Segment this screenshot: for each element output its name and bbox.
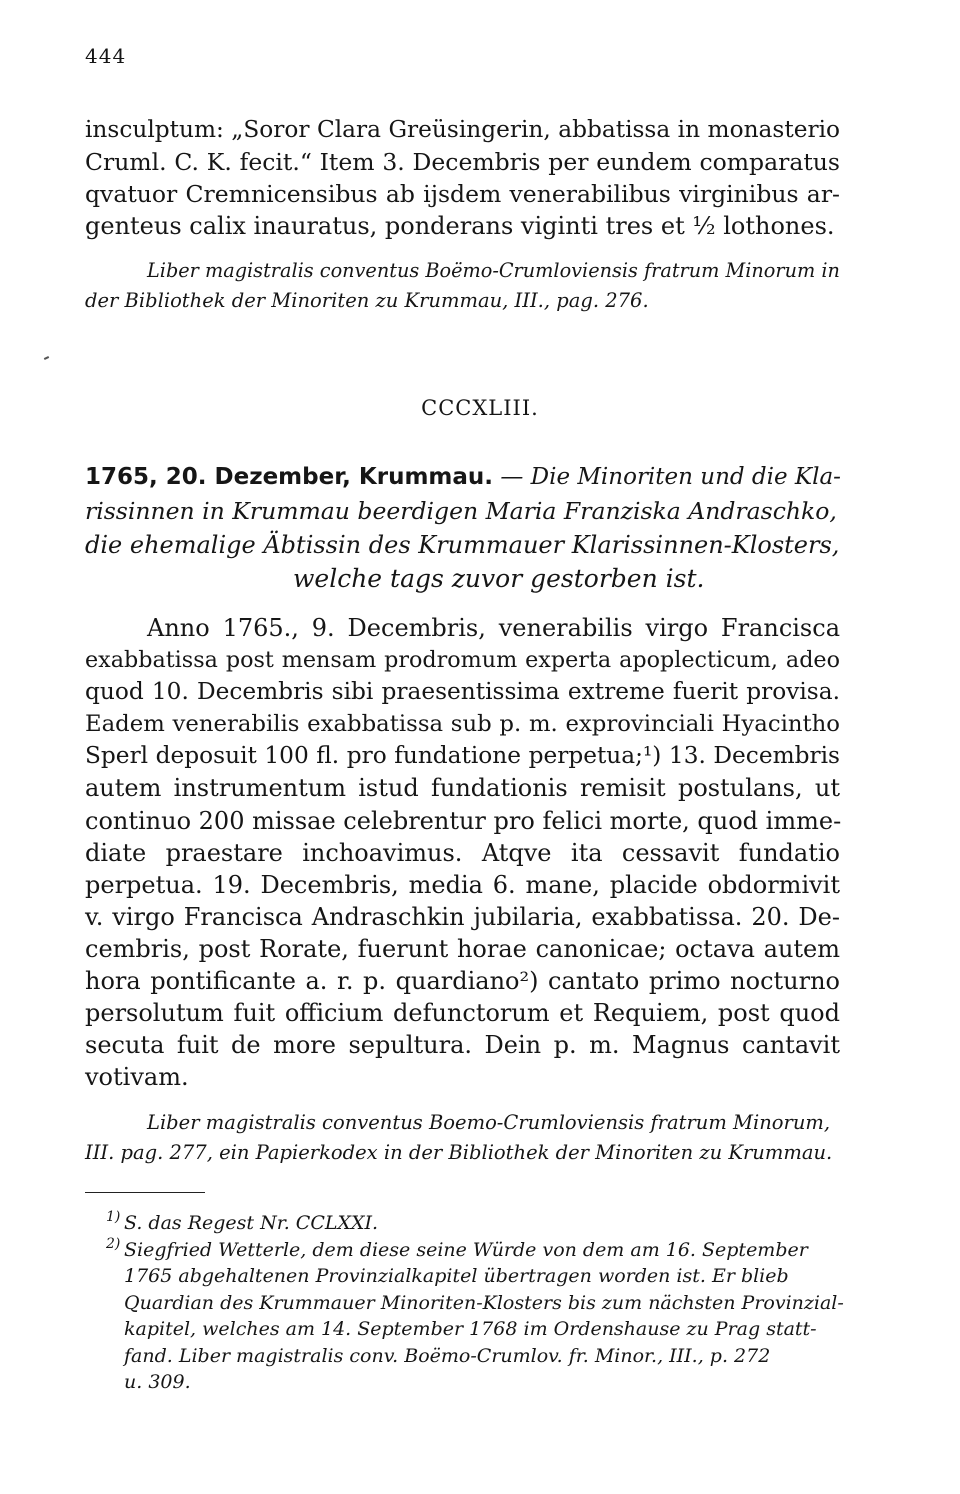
footnote-line: fand. Liber magistralis conv. Boëmo-Crumlov. fr. Minor., III., p. 272 <box>124 1344 771 1367</box>
text-line: persolutum fuit officium defunctorum et Requiem, post quod <box>85 999 840 1028</box>
text-line: cembris, post Rorate, fuerunt horae canonicae; octava autem <box>85 934 840 963</box>
text-line: quod 10. Decembris sibi praesentissima extreme fuerit provisa. <box>85 678 840 706</box>
text-line: Eadem venerabilis exabbatissa sub p. m. exprovinciali Hyacintho <box>85 711 840 738</box>
title-line: die ehemalige Äbtissin des Krummauer Klarissinnen-Klosters, <box>85 531 840 559</box>
citation-line: Liber magistralis conventus Boemo-Crumloviensis fratrum Minorum, <box>147 1111 831 1134</box>
title-line: rissinnen in Krummau beerdigen Maria Franziska Andraschko, <box>85 497 837 525</box>
text-line: Anno 1765., 9. Decembris, venerabilis virgo Francisca <box>147 614 840 642</box>
citation-line: III. pag. 277, ein Papierkodex in der Bibliothek der Minoriten zu Krummau. <box>85 1141 833 1164</box>
footnote-line: kapitel, welches am 14. September 1768 im Ordenshause zu Prag statt- <box>124 1318 817 1340</box>
text-line: v. virgo Francisca Andraschkin jubilaria, exabbatissa. 20. De- <box>85 902 840 931</box>
title-date-place: 1765, 20. Dezember, Krummau. <box>85 464 494 490</box>
footnote-2 <box>106 1235 844 1396</box>
intro-paragraph <box>85 114 840 242</box>
text-line: Sperl deposuit 100 fl. pro fundatione perpetua;¹) 13. Decembris <box>85 742 840 770</box>
footnotes <box>106 1209 844 1396</box>
text-line: votivam. <box>85 1063 189 1092</box>
footnote-1 <box>108 1210 840 1237</box>
text-line: perpetua. 19. Decembris, media 6. mane, placide obdormivit <box>85 870 840 899</box>
footnote-line: 1765 abgehaltenen Provinzialkapitel übertragen worden ist. Er blieb <box>124 1265 789 1287</box>
text-line: qvatuor Cremnicensibus ab ijsdem venerabilibus virginibus ar- <box>85 180 840 208</box>
footnote-marker: 2) <box>106 1235 121 1252</box>
source-citation-2 <box>85 1108 840 1168</box>
footnote-line: S. das Regest Nr. CCLXXI. <box>124 1212 379 1234</box>
text-line: diate praestare inchoavimus. Atqve ita cessavit fundatio <box>85 838 840 867</box>
footnote-line: u. 309. <box>124 1371 191 1393</box>
citation-line: der Bibliothek der Minoriten zu Krummau, III., pag. 276. <box>85 289 649 312</box>
source-citation-1 <box>85 256 840 316</box>
citation-line: Liber magistralis conventus Boëmo-Crumloviensis fratrum Minorum in <box>147 259 840 282</box>
page-number: 444 <box>85 44 127 68</box>
document-number-heading: CCCXLIII. <box>421 396 539 420</box>
footnote-divider <box>85 1192 205 1193</box>
text-line: insculptum: „Soror Clara Greüsingerin, abbatissa in monasterio <box>85 116 840 143</box>
footnote-line: Siegfried Wetterle, dem diese seine Würde von dem am 16. September <box>124 1238 808 1261</box>
title-line <box>85 460 840 494</box>
text-line: continuo 200 missae celebrentur pro felici morte, quod imme- <box>85 806 842 835</box>
title-text: — Die Minoriten und die Kla- <box>493 464 841 490</box>
text-line: exabbatissa post mensam prodromum experta apoplecticum, adeo <box>85 647 840 674</box>
main-paragraph <box>85 612 840 1093</box>
print-mark <box>44 356 49 360</box>
footnote-marker: 1) <box>106 1209 121 1225</box>
footnote-line: Quardian des Krummauer Minoriten-Klosters bis zum nächsten Provinzial- <box>124 1291 844 1314</box>
text-line: autem instrumentum istud fundationis remisit postulans, ut <box>85 774 840 803</box>
title-line: welche tags zuvor gestorben ist. <box>293 564 705 593</box>
text-line: genteus calix inauratus, ponderans viginti tres et ½ lothones. <box>85 212 835 240</box>
text-line: hora pontificante a. r. p. quardiano²) cantato primo nocturno <box>85 967 840 996</box>
text-line: secuta fuit de more sepultura. Dein p. m. Magnus cantavit <box>85 1031 840 1060</box>
text-line: Cruml. C. K. fecit.“ Item 3. Decembris per eundem comparatus <box>85 148 840 176</box>
document-title <box>85 460 840 596</box>
